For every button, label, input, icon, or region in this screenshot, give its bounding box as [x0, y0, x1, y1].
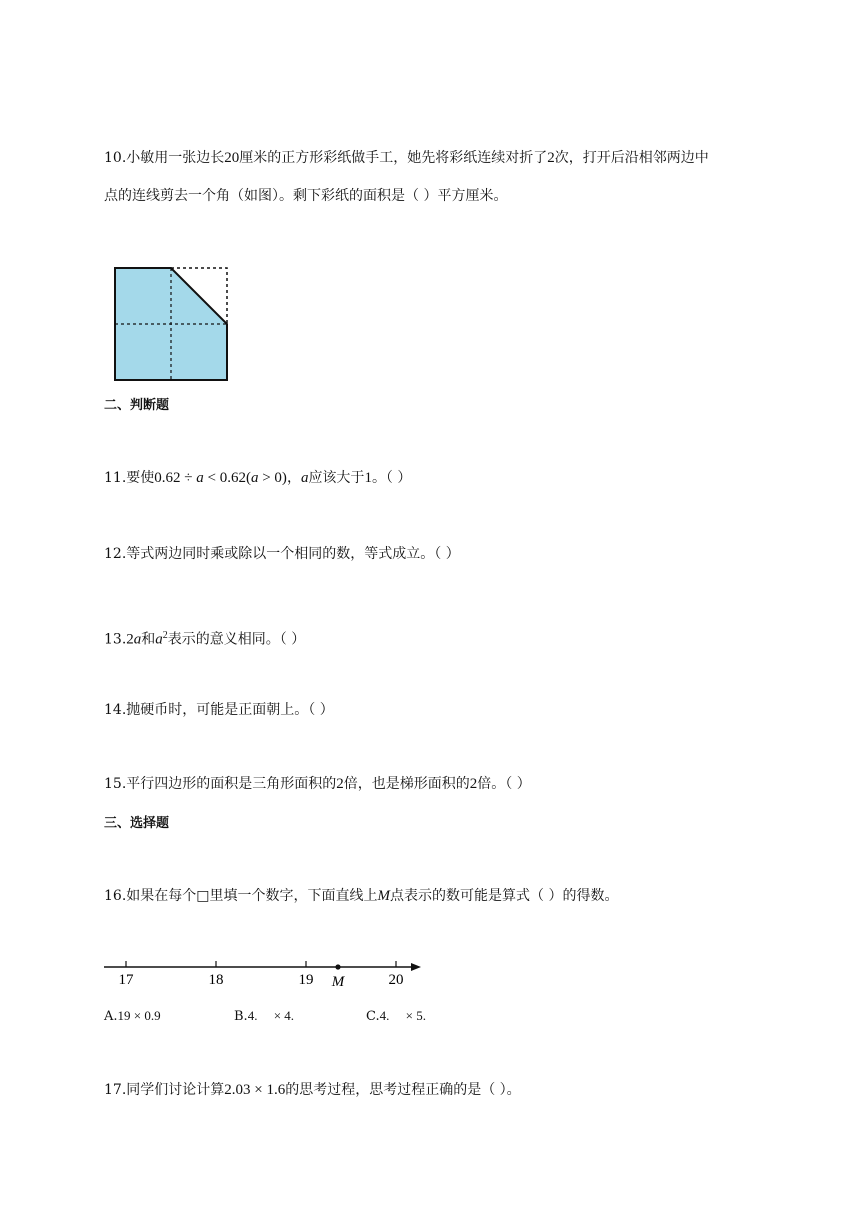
q13-var-a: a: [133, 631, 142, 648]
question-14: 14.抛硬币时，可能是正面朝上。（ ）: [104, 702, 334, 718]
option-a-expression: 19 × 0.9: [117, 1008, 161, 1023]
number-line-arrow-icon: [411, 963, 421, 971]
option-c-expression: 4. × 5.: [379, 1008, 426, 1023]
question-13: [104, 626, 784, 650]
question-11: [104, 468, 784, 488]
tick-label-18: 18: [208, 972, 224, 988]
q13-exponent: 2: [162, 630, 168, 641]
q17-text-b: 的思考过程，思考过程正确的是（ ）。: [285, 1082, 521, 1098]
tick-label-19: 19: [298, 972, 314, 988]
folded-paper-figure: [110, 263, 234, 385]
q13-suffix: 表示的意义相同。（ ）: [167, 631, 306, 648]
q15-text-a: 15.平行四边形的面积是三角形面积的: [104, 776, 337, 792]
q11-var-a3: a: [300, 470, 309, 486]
q11-var-a: a: [196, 470, 204, 486]
question-10-line-1: [104, 148, 784, 168]
q15-num-2: 2: [469, 776, 478, 792]
q11-expr-b: < 0.62(: [203, 470, 251, 486]
q17-expression: 2.03 × 1.6: [224, 1082, 286, 1098]
question-10-line-2: 点的连线剪去一个角（如图）。剩下彩纸的面积是（ ）平方厘米。: [104, 188, 508, 204]
q11-expression: [154, 470, 287, 486]
tick-label-17: 17: [118, 972, 134, 988]
q15-num-1: 2: [336, 776, 344, 792]
option-a[interactable]: [104, 1006, 161, 1027]
option-a-label: A.: [104, 1009, 118, 1024]
option-b-expression: 4. × 4.: [247, 1008, 295, 1023]
q11-prefix: 11.要使: [104, 470, 155, 486]
q11-post-b: 。（ ）: [371, 470, 412, 486]
option-b-label: B.: [234, 1009, 248, 1024]
q10-text-b: 厘米的正方形彩纸做手工，她先将彩纸连续对折了: [239, 150, 548, 166]
point-m-dot: [335, 964, 340, 969]
option-c[interactable]: [366, 1006, 426, 1027]
q13-and: 和: [141, 631, 156, 648]
question-15: [104, 774, 784, 794]
tick-label-20: 20: [388, 972, 404, 988]
q11-expr-a: 0.62 ÷: [154, 470, 197, 486]
q16-text-b: 点表示的数可能是算式（ ）的得数。: [390, 888, 619, 904]
question-17: [104, 1080, 784, 1100]
q11-expr-c: > 0): [258, 470, 287, 486]
q13-prefix: 13.: [104, 631, 127, 648]
question-16: [104, 886, 784, 906]
question-12: 12.等式两边同时乘或除以一个相同的数，等式成立。（ ）: [104, 546, 460, 562]
q16-var-m: M: [377, 888, 390, 904]
section-2-heading: 二、判断题: [104, 398, 170, 413]
q10-text-c: 次，打开后沿相邻两边中: [554, 150, 709, 166]
option-c-label: C.: [366, 1009, 380, 1024]
q10-text-a: 10.小敏用一张边长: [104, 150, 225, 166]
q15-text-b: 倍，也是梯形面积的: [343, 776, 470, 792]
q13-var-a2: a: [155, 631, 163, 648]
q10-fold-count: 2: [547, 150, 555, 166]
q17-text-a: 17.同学们讨论计算: [104, 1082, 225, 1098]
section-3-heading: 三、选择题: [104, 816, 170, 831]
number-line: [100, 955, 430, 991]
q16-text-a: 16.如果在每个□里填一个数字，下面直线上: [104, 888, 378, 904]
q15-text-c: 倍。（ ）: [477, 776, 531, 792]
q11-var-a2: a: [250, 470, 259, 486]
q11-comma: ，: [286, 470, 301, 486]
q11-number: 1: [364, 470, 372, 486]
q10-side-length: 20: [224, 150, 240, 166]
q11-post-a: 应该大于: [308, 470, 365, 486]
q13-coefficient: 2: [126, 631, 134, 648]
option-b[interactable]: [234, 1006, 294, 1027]
point-m-label: M: [331, 974, 345, 990]
